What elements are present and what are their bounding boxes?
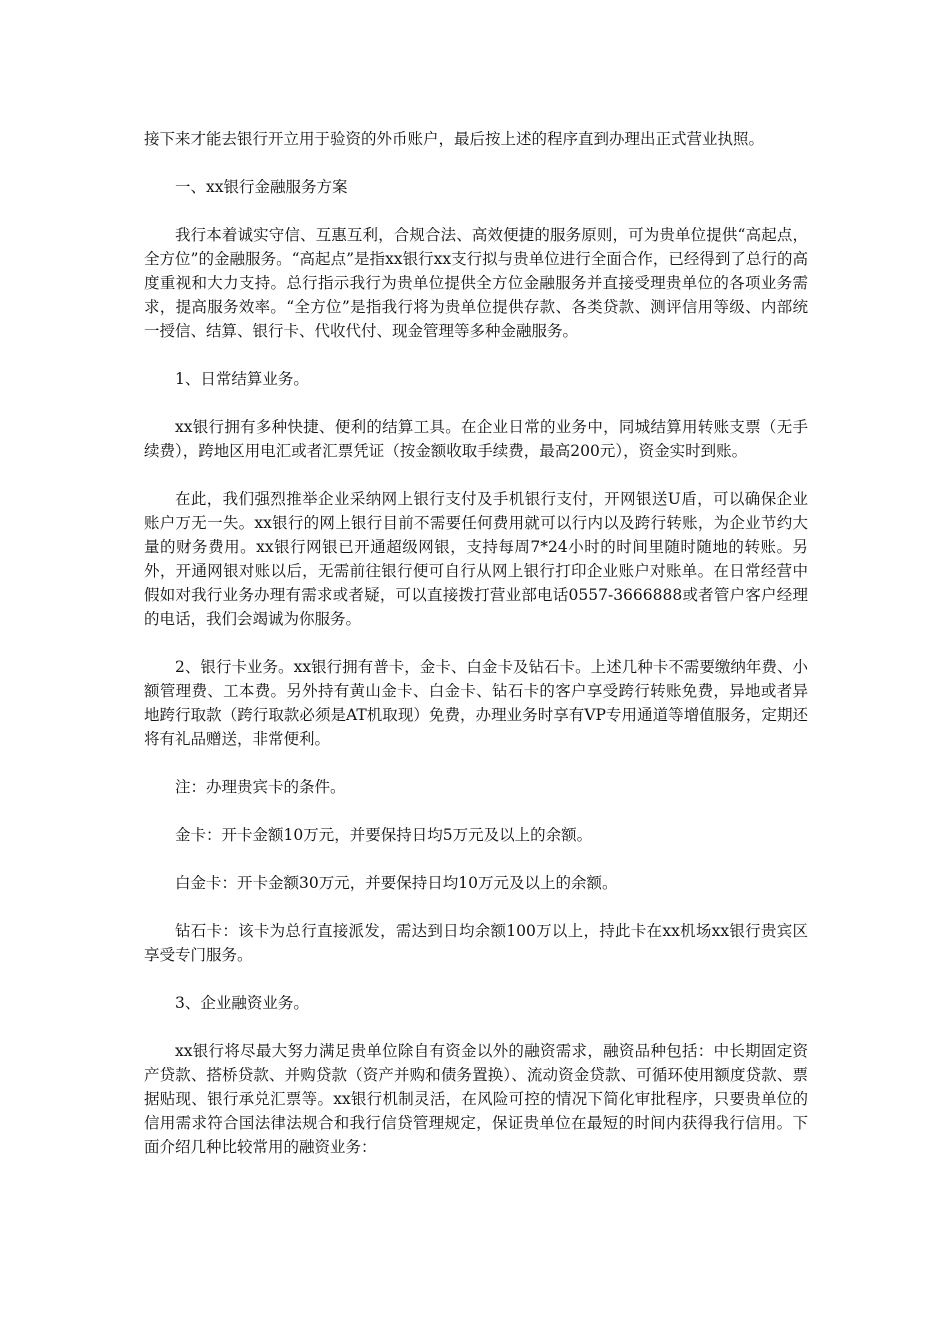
document-page [144,127,808,1183]
paragraph-bank-card-business: 2、银行卡业务。xx银行拥有普卡，金卡、白金卡及钻石卡。上述几种卡不需要缴纳年费、小额管理费、工本费。另外持有黄山金卡、白金卡、钻石卡的客户享受跨行转账免费，异地或者异地跨行取款（跨行取款必须是AT机取现）免费，办理业务时享有VP专用通道等增值服务，定期还将有礼品赠送，非常便利。 [144,658,808,748]
paragraph-financing-products: xx银行将尽最大努力满足贵单位除自有资金以外的融资需求，融资品种包括：中长期固定资产贷款、搭桥贷款、并购贷款（资产并购和债务置换）、流动资金贷款、可循环使用额度贷款、票据贴现、银行承兑汇票等。xx银行机制灵活，在风险可控的情况下简化审批程序，只要贵单位的信用需求符合国法律法规合和我行信贷管理规定，保证贵单位在最短的时间内获得我行信用。下面介绍几种比较常用的融资业务： [144,1042,808,1156]
note-vip-card-conditions: 注：办理贵宾卡的条件。 [175,778,346,796]
paragraph-service-principles: 我行本着诚实守信、互惠互利，合规合法、高效便捷的服务原则，可为贵单位提供“高起点，全方位”的金融服务。“高起点”是指xx银行xx支行拟与贵单位进行全面合作，已经得到了总行的高度重视和大力支持。总行指示我行为贵单位提供全方位金融服务并直接受理贵单位的各项业务需求，提高服务效率。“全方位”是指我行将为贵单位提供存款、各类贷款、测评信用等级、内部统一授信、结算、银行卡、代收代付、现金管理等多种金融服务。 [144,226,808,340]
platinum-card-condition: 白金卡：开卡金额30万元，并要保持日均10万元及以上的余额。 [175,874,618,892]
section-heading-financial-services: 一、xx银行金融服务方案 [175,178,348,196]
subheading-daily-settlement: 1、日常结算业务。 [175,370,309,388]
paragraph-online-banking: 在此，我们强烈推举企业采纳网上银行支付及手机银行支付，开网银送U盾，可以确保企业账户万无一失。xx银行的网上银行目前不需要任何费用就可以行内以及跨行转账，为企业节约大量的财务费用。xx银行网银已开通超级网银，支持每周7*24小时的时间里随时随地的转账。另外，开通网银对账以后，无需前往银行便可自行从网上银行打印企业账户对账单。在日常经营中假如对我行业务办理有需求或者疑，可以直接拨打营业部电话0557-3666888或者管户客户经理的电话，我们会竭诚为你服务。 [144,490,808,628]
subheading-corporate-financing: 3、企业融资业务。 [175,994,309,1012]
paragraph-settlement-tools: xx银行拥有多种快捷、便利的结算工具。在企业日常的业务中，同城结算用转账支票（无手续费），跨地区用电汇或者汇票凭证（按金额收取手续费，最高200元），资金实时到账。 [144,418,808,460]
gold-card-condition: 金卡：开卡金额10万元，并要保持日均5万元及以上的余额。 [175,826,593,844]
paragraph-continuation: 接下来才能去银行开立用于验资的外币账户，最后按上述的程序直到办理出正式营业执照。 [144,130,765,148]
diamond-card-condition: 钻石卡：该卡为总行直接派发，需达到日均余额100万以上，持此卡在xx机场xx银行贵宾区享受专门服务。 [144,922,808,964]
